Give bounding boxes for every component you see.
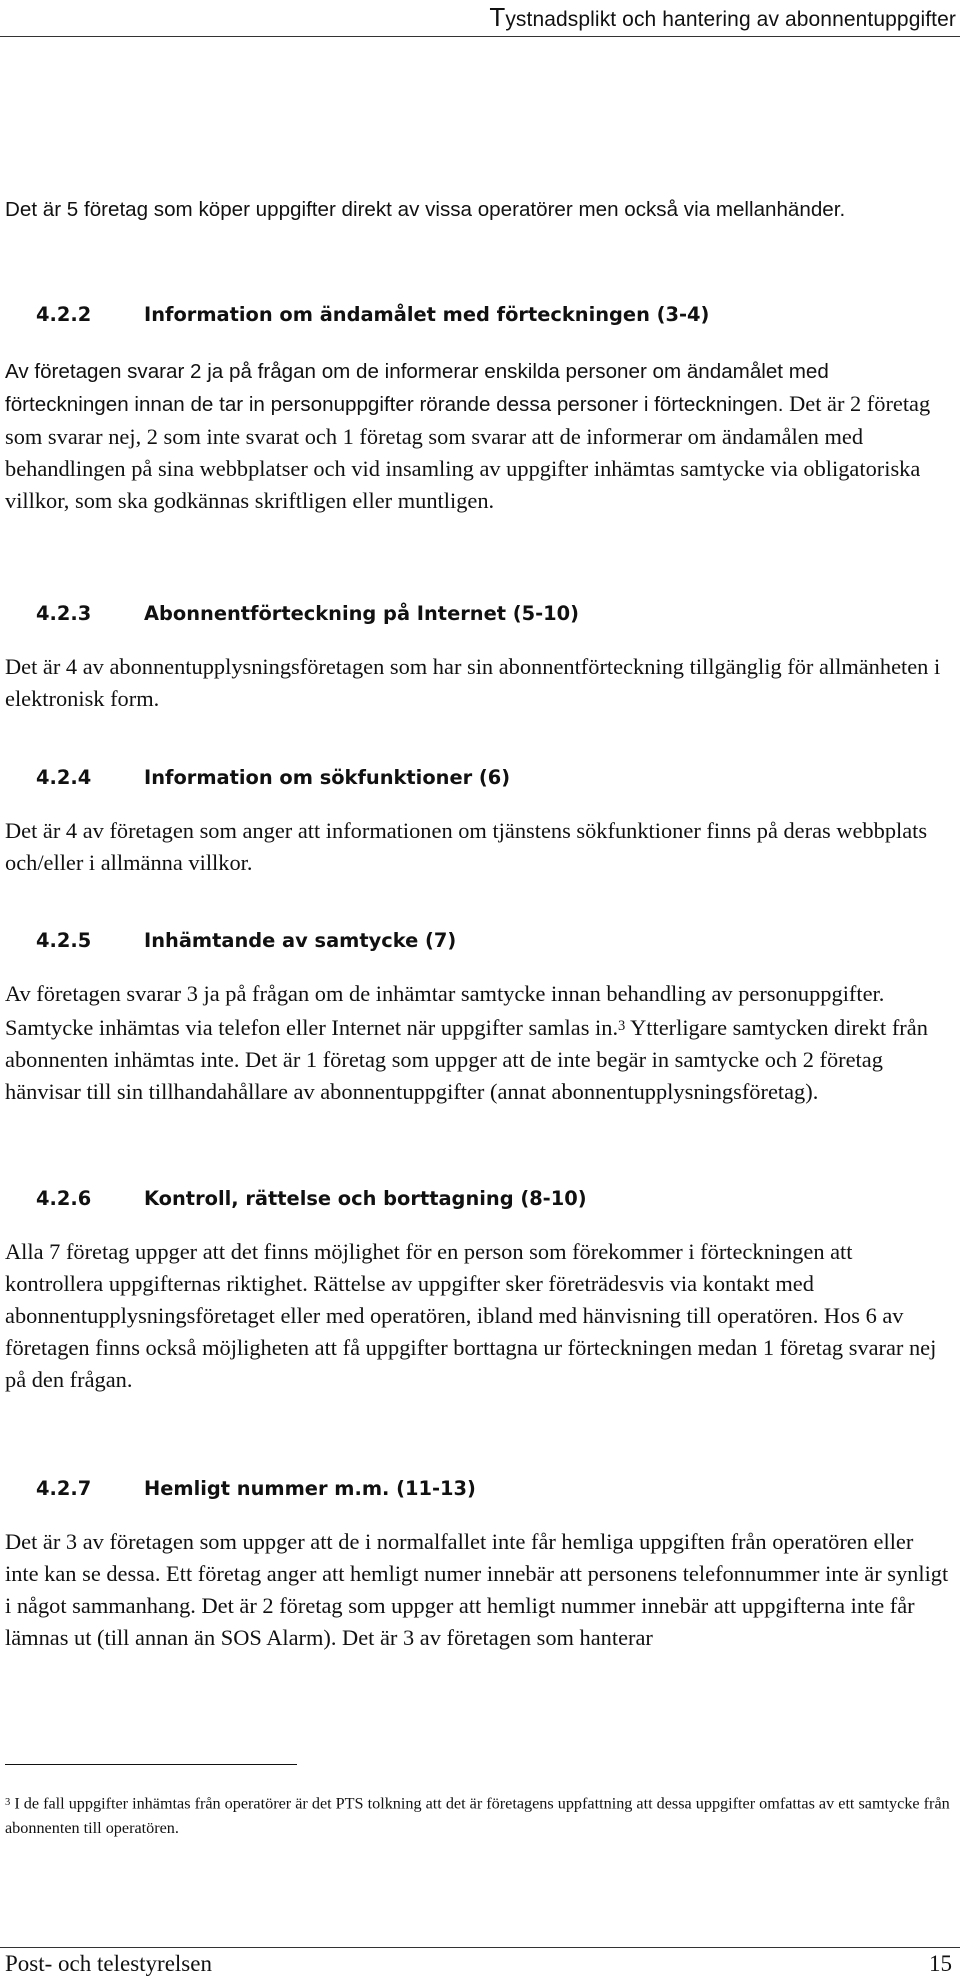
footer-organization: Post- och telestyrelsen (5, 1951, 212, 1976)
section-paragraph-4-2-4: Det är 4 av företagen som anger att informationen om tjänstens sökfunktioner finns på deras webbplats och/eller i allmänna villkor. (5, 818, 928, 875)
section-paragraph-4-2-2 (5, 356, 950, 517)
running-header-initial: T (489, 2, 506, 32)
section-title: Information om sökfunktioner (6) (144, 766, 511, 789)
section-number: 4.2.7 (36, 1477, 92, 1500)
section-number: 4.2.6 (36, 1187, 92, 1210)
footer-rule (0, 1947, 960, 1948)
section-paragraph-4-2-3: Det är 4 av abonnentupplysningsföretagen som har sin abonnentförteckning tillgänglig för allmänheten i elektronisk form. (5, 654, 941, 711)
section-paragraph-4-2-5 (5, 978, 950, 1108)
paragraph-text-after-note: Ytterligare samtycken direkt från abonnenten inhämtas inte. Det är 1 företag som uppger att de inte begär in samtycke och 2 företag hänvisar till sin tillhandahållare av abonnentuppgifter (annat abonnentupplysningsföretag). (5, 1015, 928, 1105)
section-heading-4-2-5 (36, 927, 456, 955)
section-heading-4-2-2 (36, 301, 709, 329)
section-title: Kontroll, rättelse och borttagning (8-10) (144, 1187, 587, 1210)
header-rule (0, 36, 960, 37)
section-title: Inhämtande av samtycke (7) (144, 929, 457, 952)
section-heading-4-2-7 (36, 1475, 476, 1503)
section-heading-4-2-3 (36, 600, 579, 628)
footnote-separator (5, 1764, 297, 1765)
running-header-title: ystnadsplikt och hantering av abonnentuppgifter (505, 8, 956, 31)
section-heading-4-2-6 (36, 1185, 587, 1213)
section-paragraph-4-2-7: Det är 3 av företagen som uppger att de i normalfallet inte får hemliga uppgiften från operatören eller inte kan se dessa. Ett företag anger att hemligt numer innebär att personens telefonnummer inte är synligt i något sammanhang. Det är 2 företag som uppger att hemligt nummer innebär att uppgifterna inte får lämnas ut (till annan än SOS Alarm). Det är 3 av företagen som hanterar (5, 1529, 949, 1650)
footnote-marker: 3 (5, 1797, 11, 1808)
page-number: 15 (929, 1951, 952, 1976)
section-title: Abonnentförteckning på Internet (5-10) (144, 602, 580, 625)
footnote-text: I de fall uppgifter inhämtas från operatörer är det PTS tolkning att det är företagens uppfattning att dessa uppgifter omfattas av ett samtycke från abonnenten till operatören. (5, 1794, 950, 1837)
section-number: 4.2.3 (36, 602, 92, 625)
section-paragraph-4-2-6: Alla 7 företag uppger att det finns möjlighet för en person som förekommer i förteckningen att kontrollera uppgifternas riktighet. Rättelse av uppgifter sker företrädesvis via kontakt med abonnentupplysningsföretaget eller med operatören, ibland med hänvisning till operatören. Hos 6 av företagen finns också möjligheten att få uppgifter borttagna ur förteckningen medan 1 företag svarar nej på den frågan. (5, 1239, 937, 1392)
paragraph-text-before-note: Av företagen svarar 3 ja på frågan om de inhämtar samtycke innan behandling av personuppgifter. Samtycke inhämtas via telefon eller Internet när uppgifter samlas in. (5, 981, 885, 1041)
paragraph-sans-part: Av företagen svarar 2 ja på frågan om de informerar enskilda personer om ändamålet med förteckningen innan de tar in personuppgifter rörande dessa personer i förteckningen. (5, 360, 829, 416)
intro-paragraph: Det är 5 företag som köper uppgifter direkt av vissa operatörer men också via mellanhänder. (5, 198, 846, 221)
running-header (489, 2, 956, 33)
footnote-reference[interactable]: 3 (618, 1018, 626, 1034)
section-number: 4.2.2 (36, 303, 92, 326)
section-heading-4-2-4 (36, 764, 510, 792)
footnote (5, 1791, 950, 1840)
section-number: 4.2.4 (36, 766, 92, 789)
paragraph-serif-part: Det är 2 företag som svarar nej, 2 som inte svarat och 1 företag som svarar att de informerar om ändamålen med behandlingen på sina webbplatser och vid insamling av uppgifter inhämtas samtycke via obligatoriska villkor, som ska godkännas skriftligen eller muntligen. (5, 391, 931, 513)
section-number: 4.2.5 (36, 929, 92, 952)
section-title: Hemligt nummer m.m. (11-13) (144, 1477, 476, 1500)
section-title: Information om ändamålet med förteckningen (3-4) (144, 303, 710, 326)
